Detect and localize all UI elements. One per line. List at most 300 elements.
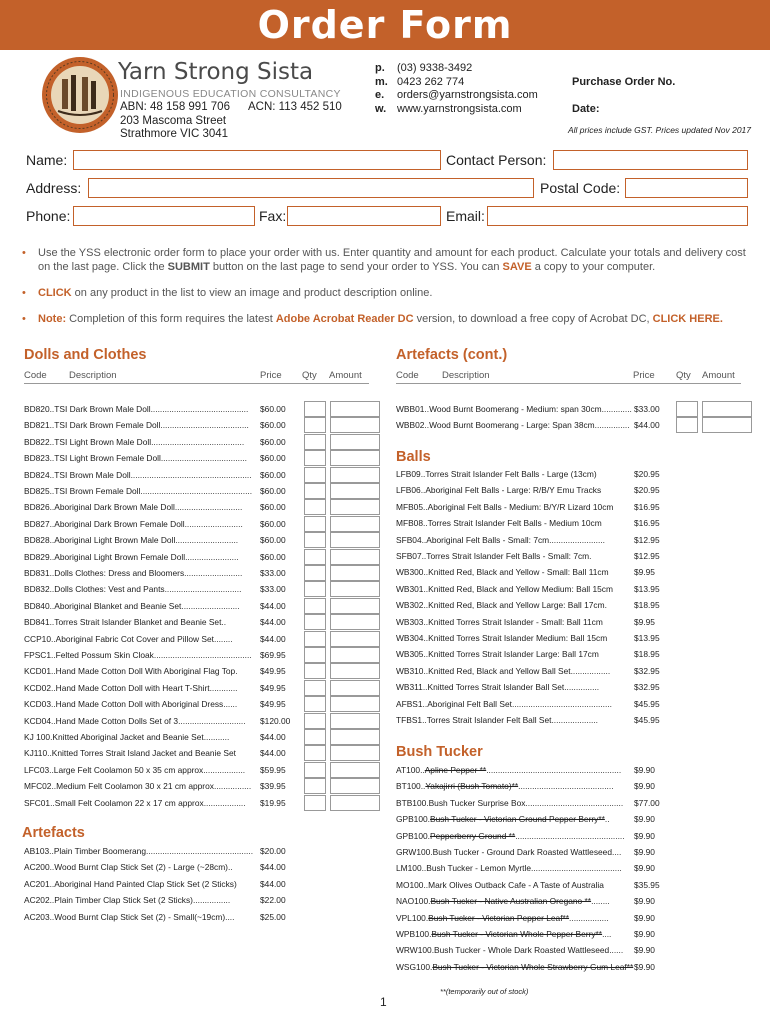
product-price: $44.00 [634, 420, 660, 431]
product-price: $60.00 [260, 420, 286, 431]
product-row[interactable] [396, 813, 610, 825]
leader-dots: ............... [594, 420, 630, 431]
amount-input[interactable] [702, 417, 752, 433]
product-row[interactable] [396, 846, 621, 858]
quantity-input[interactable] [304, 795, 326, 811]
product-row[interactable] [396, 648, 599, 660]
product-description[interactable]: Dolls Clothes: Dress and Bloomers [54, 568, 185, 578]
leader-dots: ....................... [185, 551, 239, 562]
product-row[interactable] [24, 747, 236, 759]
product-description[interactable]: Wood Burnt Boomerang - Medium: span 30cm [429, 404, 602, 414]
product-row[interactable] [24, 797, 246, 809]
product-row[interactable] [24, 419, 249, 431]
address-label: Address: [26, 180, 82, 196]
leader-dots: .. [49, 617, 55, 628]
product-row[interactable] [396, 566, 609, 578]
product-row[interactable] [24, 911, 234, 923]
product-code: AC203 [24, 911, 50, 922]
purchase-order-label: Purchase Order No. [572, 76, 676, 88]
leader-dots: ..................................... [160, 453, 247, 464]
leader-dots: ...... [223, 699, 238, 710]
product-code: WPB100 [396, 929, 430, 939]
product-row[interactable] [396, 534, 605, 546]
leader-dots: .. [423, 633, 429, 643]
product-row[interactable] [396, 780, 614, 792]
product-price: $44.00 [260, 732, 286, 742]
product-row[interactable] [24, 436, 244, 448]
product-description[interactable]: Bush Tucker - Victorian Whole Pepper Berry** [431, 929, 603, 939]
product-description[interactable]: Bush Tucker - Native Australian Oregano ** [430, 896, 592, 907]
amount-input[interactable] [330, 778, 380, 794]
product-price: $60.00 [260, 469, 286, 480]
amount-input[interactable] [330, 680, 380, 696]
product-row[interactable] [24, 764, 245, 776]
amount-input[interactable] [702, 401, 752, 417]
product-row[interactable] [24, 469, 252, 481]
product-description[interactable]: Aboriginal Light Brown Male Doll [54, 535, 176, 546]
quantity-input[interactable] [304, 581, 326, 597]
product-row[interactable] [24, 518, 243, 530]
product-description[interactable]: Aboriginal Fabric Cot Cover and Pillow Set [55, 633, 214, 644]
product-code: AB103 [24, 846, 50, 856]
amount-input[interactable] [330, 795, 380, 811]
leader-dots: .. [49, 911, 55, 922]
product-description[interactable]: Mark Olives Outback Cafe - A Taste of Australia [428, 879, 604, 890]
amount-input[interactable] [330, 499, 380, 515]
product-code: GPB100 [396, 814, 428, 825]
quantity-input[interactable] [304, 450, 326, 466]
amount-input[interactable] [330, 713, 380, 729]
product-price: $9.95 [634, 567, 655, 578]
product-row[interactable] [396, 419, 630, 431]
product-row[interactable] [396, 961, 633, 973]
product-description[interactable]: Plain Timber Clap Stick Set (2 Sticks) [54, 895, 193, 906]
product-description[interactable]: Felted Possum Skin Cloak [55, 650, 154, 660]
amount-input[interactable] [330, 647, 380, 663]
product-description[interactable]: Knitted Torres Strait Islander - Small: Ball 11cm [428, 616, 603, 627]
product-row[interactable] [24, 403, 248, 415]
product-row[interactable] [24, 583, 241, 595]
product-price: $9.95 [634, 616, 655, 627]
contact-website[interactable]: w. www.yarnstrongsista.com [375, 102, 522, 115]
product-description[interactable]: Torres Strait Islander Felt Balls - Medium 10cm [427, 518, 602, 529]
product-row[interactable] [24, 551, 239, 563]
col-amount: Amount [702, 370, 735, 381]
email-label: Email: [446, 208, 485, 224]
amount-input[interactable] [330, 581, 380, 597]
product-description[interactable]: Small Felt Coolamon 22 x 17 cm approx [54, 797, 204, 808]
product-description[interactable]: Aboriginal Light Brown Female Doll [54, 551, 186, 562]
quantity-input[interactable] [304, 713, 326, 729]
leader-dots: .. [423, 600, 429, 611]
product-price: $60.00 [260, 486, 286, 496]
product-row[interactable] [24, 534, 238, 546]
quantity-input[interactable] [304, 647, 326, 663]
submit-link[interactable]: SUBMIT [167, 261, 210, 273]
product-code: WB305 [396, 649, 424, 660]
quantity-input[interactable] [304, 762, 326, 778]
product-price: $120.00 [260, 715, 291, 726]
product-row[interactable] [396, 632, 607, 644]
leader-dots: .. [49, 469, 55, 480]
leader-dots: ......................... [184, 568, 243, 578]
product-price: $16.95 [634, 518, 660, 529]
product-row[interactable] [396, 764, 621, 776]
section-balls: Balls [396, 449, 431, 465]
quantity-input[interactable] [304, 467, 326, 483]
email-field[interactable] [487, 206, 748, 226]
quantity-input[interactable] [304, 598, 326, 614]
header-divider [396, 383, 741, 384]
product-description[interactable]: TSI Light Brown Female Doll [54, 453, 161, 464]
product-description[interactable]: Bush Tucker - Whole Dark Roasted Wattleseed [434, 945, 610, 956]
leader-dots: . [50, 732, 53, 742]
amount-input[interactable] [330, 663, 380, 679]
contact-person-field[interactable] [553, 150, 748, 170]
product-description[interactable]: Yakajirri (Bush Tomato)** [425, 781, 519, 792]
product-row[interactable] [24, 878, 237, 890]
col-qty: Qty [676, 370, 691, 381]
product-description[interactable]: Aboriginal Felt Balls - Medium: B/Y/R Lizard 10cm [427, 501, 614, 512]
quantity-input[interactable] [304, 516, 326, 532]
product-row[interactable] [396, 665, 610, 677]
leader-dots: .............................................. [145, 846, 254, 856]
click-link[interactable]: CLICK [38, 287, 72, 299]
leader-dots: .. [51, 699, 56, 710]
product-row[interactable] [396, 928, 611, 940]
amount-input[interactable] [330, 745, 380, 761]
quantity-input[interactable] [304, 745, 326, 761]
product-description[interactable]: Medium Felt Coolamon 30 x 21 cm approx [56, 781, 214, 792]
fax-field[interactable] [287, 206, 441, 226]
product-code: BT100 [396, 781, 421, 792]
product-price: $60.00 [260, 518, 286, 529]
product-description[interactable]: Aboriginal Hand Painted Clap Stick Set (2 Sticks) [54, 878, 237, 889]
leader-dots: .. [422, 715, 427, 725]
product-description[interactable]: Knitted Torres Strait Islander Medium: Ball 15cm [428, 633, 608, 643]
product-row[interactable] [396, 895, 610, 907]
product-description[interactable]: Bush Tucker - Victorian Ground Pepper Berry** [430, 814, 605, 825]
product-description[interactable]: Plain Timber Boomerang [53, 846, 146, 856]
leader-dots: .. [424, 404, 430, 414]
product-description[interactable]: Torres Strait Islander Blanket and Beanie Set [54, 617, 222, 628]
leader-dots: . [429, 929, 432, 939]
leader-dots: .. [49, 518, 55, 529]
save-link[interactable]: SAVE [502, 261, 532, 273]
product-code: LFB06 [396, 485, 421, 496]
product-code: BD823 [24, 453, 50, 464]
purchase-order-input[interactable] [572, 89, 748, 102]
product-row[interactable] [24, 616, 226, 628]
leader-dots: .. [47, 748, 52, 759]
leader-dots: . [426, 797, 429, 808]
quantity-input[interactable] [676, 401, 698, 417]
product-description[interactable]: Knitted Torres Strait Island Jacket and Beanie Set [51, 748, 236, 759]
click-here-link[interactable]: CLICK HERE. [652, 313, 723, 325]
leader-dots: .. [423, 649, 429, 660]
product-row[interactable] [24, 861, 233, 873]
leader-dots: ...................................... [160, 420, 249, 431]
leader-dots: .. [423, 583, 429, 594]
amount-input[interactable] [330, 696, 380, 712]
product-code: WB302 [396, 600, 424, 611]
amount-input[interactable] [330, 565, 380, 581]
product-code: VPL100 [396, 912, 426, 923]
product-description[interactable]: Aboriginal Blanket and Beanie Set [54, 600, 182, 611]
product-price: $60.00 [260, 551, 286, 562]
product-row[interactable] [396, 879, 604, 891]
section-bush-tucker: Bush Tucker [396, 744, 483, 760]
product-row[interactable] [24, 845, 253, 857]
section-artefacts-cont: Artefacts (cont.) [396, 347, 508, 363]
quantity-input[interactable] [304, 417, 326, 433]
product-description[interactable]: Bush Tucker - Lemon Myrtle [426, 863, 531, 874]
product-description[interactable]: Bush Tucker - Victorian Whole Strawberry Gum Leaf** [432, 961, 634, 972]
product-description[interactable]: Bush Tucker - Victorian Pepper Leaf** [428, 912, 570, 923]
amount-input[interactable] [330, 631, 380, 647]
col-amount: Amount [329, 370, 362, 381]
product-row[interactable] [396, 862, 622, 874]
leader-dots: .. [423, 501, 428, 512]
product-description[interactable]: Aboriginal Felt Balls - Small: 7cm [426, 534, 550, 545]
product-price: $60.00 [260, 404, 286, 414]
product-code: GPB100 [396, 830, 428, 841]
product-description[interactable]: Knitted Red, Black and Yellow Large: Ball 17cm [428, 600, 605, 611]
product-row[interactable] [396, 714, 598, 726]
product-price: $9.90 [634, 814, 655, 825]
product-description[interactable]: Hand Made Cotton Dolls Set of 3 [55, 715, 179, 726]
product-price: $18.95 [634, 649, 660, 660]
product-description[interactable]: Knitted Torres Strait Islander Large: Ball 17cm [428, 649, 599, 660]
leader-dots: .. [51, 715, 56, 726]
quantity-input[interactable] [304, 532, 326, 548]
product-code: AFBS1 [396, 698, 423, 709]
quantity-input[interactable] [304, 549, 326, 565]
product-row[interactable] [396, 550, 591, 562]
quantity-input[interactable] [304, 680, 326, 696]
quantity-input[interactable] [676, 417, 698, 433]
leader-dots: .. [51, 650, 56, 660]
quantity-input[interactable] [304, 565, 326, 581]
product-description[interactable]: Aboriginal Dark Brown Female Doll [54, 518, 185, 529]
product-price: $60.00 [260, 436, 286, 447]
product-row[interactable] [24, 649, 252, 661]
product-row[interactable] [24, 731, 229, 743]
quantity-input[interactable] [304, 663, 326, 679]
leader-dots: .. [49, 895, 55, 906]
amount-input[interactable] [330, 549, 380, 565]
product-row[interactable] [24, 894, 230, 906]
product-description[interactable]: Hand Made Cotton Doll with Aboriginal Dress [55, 699, 224, 710]
product-row[interactable] [396, 403, 632, 415]
product-row[interactable] [396, 797, 623, 809]
product-row[interactable] [24, 698, 237, 710]
amount-input[interactable] [330, 516, 380, 532]
product-description[interactable]: Aboriginal Felt Ball Set [427, 698, 512, 709]
quantity-input[interactable] [304, 729, 326, 745]
leader-dots: .. [49, 551, 55, 562]
product-price: $77.00 [634, 797, 660, 808]
product-row[interactable] [396, 681, 599, 693]
product-price: $12.95 [634, 551, 660, 561]
product-row[interactable] [24, 501, 242, 513]
leader-dots: ........ [213, 633, 233, 644]
product-code: KCD01 [24, 666, 51, 677]
amount-input[interactable] [330, 483, 380, 499]
product-description[interactable]: Knitted Aboriginal Jacket and Beanie Set [52, 732, 204, 742]
product-price: $13.95 [634, 583, 660, 594]
product-price: $33.00 [260, 584, 286, 595]
amount-input[interactable] [330, 532, 380, 548]
product-row[interactable] [396, 501, 613, 513]
product-code: WB300 [396, 567, 424, 578]
product-row[interactable] [24, 485, 252, 497]
product-row[interactable] [396, 517, 602, 529]
product-code: WB310 [396, 665, 424, 676]
product-description[interactable]: Wood Burnt Boomerang - Large: Span 38cm [429, 420, 595, 431]
product-row[interactable] [396, 944, 623, 956]
product-description[interactable]: Hand Made Cotton Doll With Aboriginal Flag Top [55, 666, 236, 677]
product-code: SFC01 [24, 797, 51, 808]
header-divider [24, 383, 369, 384]
product-row[interactable] [396, 468, 597, 480]
product-description[interactable]: Wood Burnt Clap Stick Set (2) - Large (~28cm) [54, 862, 228, 873]
product-code: BD825 [24, 486, 50, 496]
leader-dots: . [427, 814, 430, 825]
leader-dots: .. [227, 862, 233, 873]
product-code: MO100 [396, 879, 424, 890]
product-row[interactable] [396, 484, 601, 496]
product-description[interactable]: Bush Tucker - Ground Dark Roasted Wattleseed [432, 847, 612, 857]
product-row[interactable] [24, 665, 238, 677]
product-description[interactable]: TSI Brown Male Doll [54, 469, 131, 480]
amount-input[interactable] [330, 614, 380, 630]
leader-dots: ........................................ [151, 436, 245, 447]
leader-dots: . [430, 847, 433, 857]
amount-input[interactable] [330, 762, 380, 778]
product-description[interactable]: Torres Strait Islander Felt Balls - Small: 7cm [426, 551, 590, 561]
product-description[interactable]: Aboriginal Dark Brown Male Doll [54, 502, 175, 513]
leader-dots: .. [420, 781, 426, 792]
leader-dots: .. [49, 584, 55, 595]
amount-input[interactable] [330, 467, 380, 483]
product-description[interactable]: Torres Strait Islander Felt Ball Set [426, 715, 552, 725]
postal-code-label: Postal Code: [540, 180, 621, 196]
product-row[interactable] [24, 715, 246, 727]
product-row[interactable] [24, 567, 242, 579]
prices-note: All prices include GST. Prices updated Nov 2017 [568, 125, 752, 135]
product-price: $18.95 [634, 600, 660, 611]
amount-input[interactable] [330, 450, 380, 466]
product-code: AC202 [24, 895, 50, 906]
amount-input[interactable] [330, 434, 380, 450]
quantity-input[interactable] [304, 401, 326, 417]
product-row[interactable] [396, 599, 607, 611]
amount-input[interactable] [330, 598, 380, 614]
leader-dots: .. [49, 764, 54, 775]
product-description[interactable]: TSI Dark Brown Female Doll [54, 420, 161, 431]
product-description[interactable]: Wood Burnt Clap Stick Set (2) - Small(~19cm) [54, 911, 226, 922]
quantity-input[interactable] [304, 778, 326, 794]
footnote: **(temporarily out of stock) [440, 987, 529, 996]
product-description[interactable]: Knitted Red, Black and Yellow Medium: Ball 15cm [428, 583, 613, 594]
product-price: $60.00 [260, 453, 286, 464]
brand-tagline: INDIGENOUS EDUCATION CONSULTANCY [120, 88, 341, 100]
amount-input[interactable] [330, 401, 380, 417]
adobe-link[interactable]: Adobe Acrobat Reader DC [275, 313, 414, 325]
product-description[interactable]: Bush Tucker Surprise Box [428, 797, 526, 808]
quantity-input[interactable] [304, 483, 326, 499]
fax-label: Fax: [259, 208, 287, 224]
product-code: KJ 100 [24, 732, 51, 742]
product-description[interactable]: TSI Dark Brown Male Doll [54, 404, 151, 414]
contact-email[interactable]: e. orders@yarnstrongsista.com [375, 89, 538, 101]
product-description[interactable]: Aboriginal Felt Balls - Large: R/B/Y Emu Tracks [425, 485, 602, 496]
yss-logo-icon [40, 55, 120, 135]
leader-dots: .. [421, 534, 427, 545]
product-row[interactable] [396, 912, 609, 924]
quantity-input[interactable] [304, 614, 326, 630]
amount-input[interactable] [330, 417, 380, 433]
leader-dots: ............................. [174, 502, 243, 513]
product-description[interactable]: Hand Made Cotton Doll with Heart T-Shirt [55, 682, 210, 693]
product-row[interactable] [24, 682, 238, 694]
col-price: Price [633, 370, 655, 381]
bullet-icon: • [22, 247, 26, 259]
product-description[interactable]: Large Felt Coolamon 50 x 35 cm approx [53, 764, 204, 775]
product-row[interactable] [396, 583, 613, 595]
leader-dots: .................................................... [130, 469, 252, 480]
product-description[interactable]: TSI Brown Female Doll [54, 486, 141, 496]
amount-input[interactable] [330, 729, 380, 745]
quantity-input[interactable] [304, 434, 326, 450]
product-description[interactable]: Dolls Clothes: Vest and Pants [54, 584, 165, 595]
quantity-input[interactable] [304, 499, 326, 515]
postal-code-field[interactable] [625, 178, 748, 198]
product-price: $45.95 [634, 698, 660, 709]
instruction-order: • Use the YSS electronic order form to place your order with us. Enter quantity and amount for each product. Calculate your totals and delivery cost on the last page. Click the SUBMIT button on the last page to send your order to YSS. You can SAVE a copy to your computer. [22, 247, 746, 273]
phone-field[interactable] [73, 206, 255, 226]
product-description[interactable]: Knitted Torres Strait Islander Ball Set [427, 682, 565, 693]
leader-dots: .. [423, 518, 428, 529]
leader-dots: .. [423, 879, 429, 890]
product-description[interactable]: Knitted Red, Black and Yellow - Small: Ball 11cm [428, 567, 609, 578]
address-field[interactable] [88, 178, 534, 198]
leader-dots: .. [49, 846, 54, 856]
product-row[interactable] [24, 633, 233, 645]
product-description[interactable]: Knitted Red, Black and Yellow Ball Set [428, 665, 571, 676]
product-row[interactable] [24, 780, 251, 792]
leader-dots: .. [421, 551, 427, 561]
product-description[interactable]: Apline Pepper ** [424, 765, 487, 775]
product-description[interactable]: Torres Strait Islander Felt Balls - Large (13cm) [425, 469, 597, 479]
section-artefacts: Artefacts [22, 825, 85, 841]
product-row[interactable] [396, 830, 625, 842]
name-field[interactable] [73, 150, 441, 170]
product-code: BD840 [24, 600, 50, 611]
product-row[interactable] [396, 698, 612, 710]
product-row[interactable] [24, 452, 247, 464]
product-code: BTB100 [396, 797, 427, 808]
product-description[interactable]: Pepperberry Ground ** [430, 830, 516, 841]
product-row[interactable] [24, 600, 240, 612]
leader-dots: ............................................... [515, 830, 625, 841]
product-description[interactable]: TSI Light Brown Male Doll [54, 436, 152, 447]
leader-dots: .......................................... [150, 404, 249, 414]
quantity-input[interactable] [304, 631, 326, 647]
product-row[interactable] [396, 616, 603, 628]
quantity-input[interactable] [304, 696, 326, 712]
